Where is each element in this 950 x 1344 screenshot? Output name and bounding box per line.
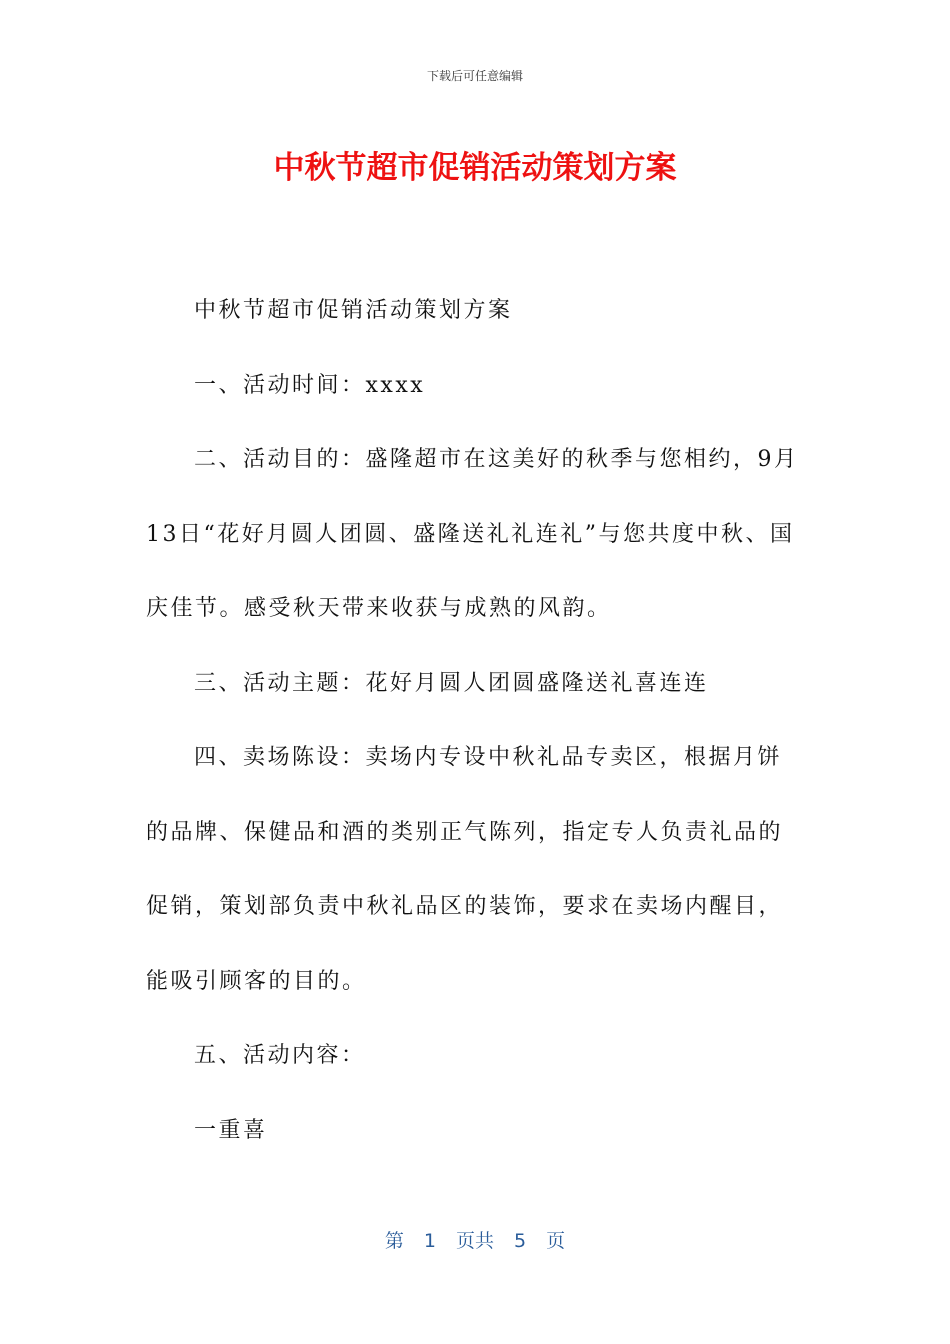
page-suffix: 页 xyxy=(546,1230,566,1252)
page-prefix: 第 xyxy=(384,1230,404,1252)
paragraph: 一、活动时间：xxxx xyxy=(194,372,426,398)
document-title: 中秋节超市促销活动策划方案 xyxy=(273,150,677,186)
paragraph: 三、活动主题：花好月圆人团圆盛隆送礼喜连连 xyxy=(194,670,709,696)
header-note: 下载后可任意编辑 xyxy=(426,69,523,83)
paragraph: 五、活动内容： xyxy=(194,1043,366,1068)
page-footer xyxy=(0,1226,950,1253)
paragraph: 一重喜 xyxy=(194,1117,268,1143)
page-mid: 页共 xyxy=(455,1230,494,1252)
page-total: 5 xyxy=(514,1230,527,1252)
paragraph: 二、活动目的：盛隆超市在这美好的秋季与您相约，9月13日“花好月圆人团圆、盛隆送礼礼连礼”与您共度中秋、国庆佳节。感受秋天带来收获与成熟的风韵。 xyxy=(146,447,799,621)
paragraph: 中秋节超市促销活动策划方案 xyxy=(194,298,513,323)
page-number: 1 xyxy=(423,1230,436,1252)
paragraph: 四、卖场陈设：卖场内专设中秋礼品专卖区，根据月饼的品牌、保健品和酒的类别正气陈列，指定专人负责礼品的促销，策划部负责中秋礼品区的装饰，要求在卖场内醒目，能吸引顾客的目的。 xyxy=(146,745,784,994)
document-body xyxy=(146,274,806,1168)
